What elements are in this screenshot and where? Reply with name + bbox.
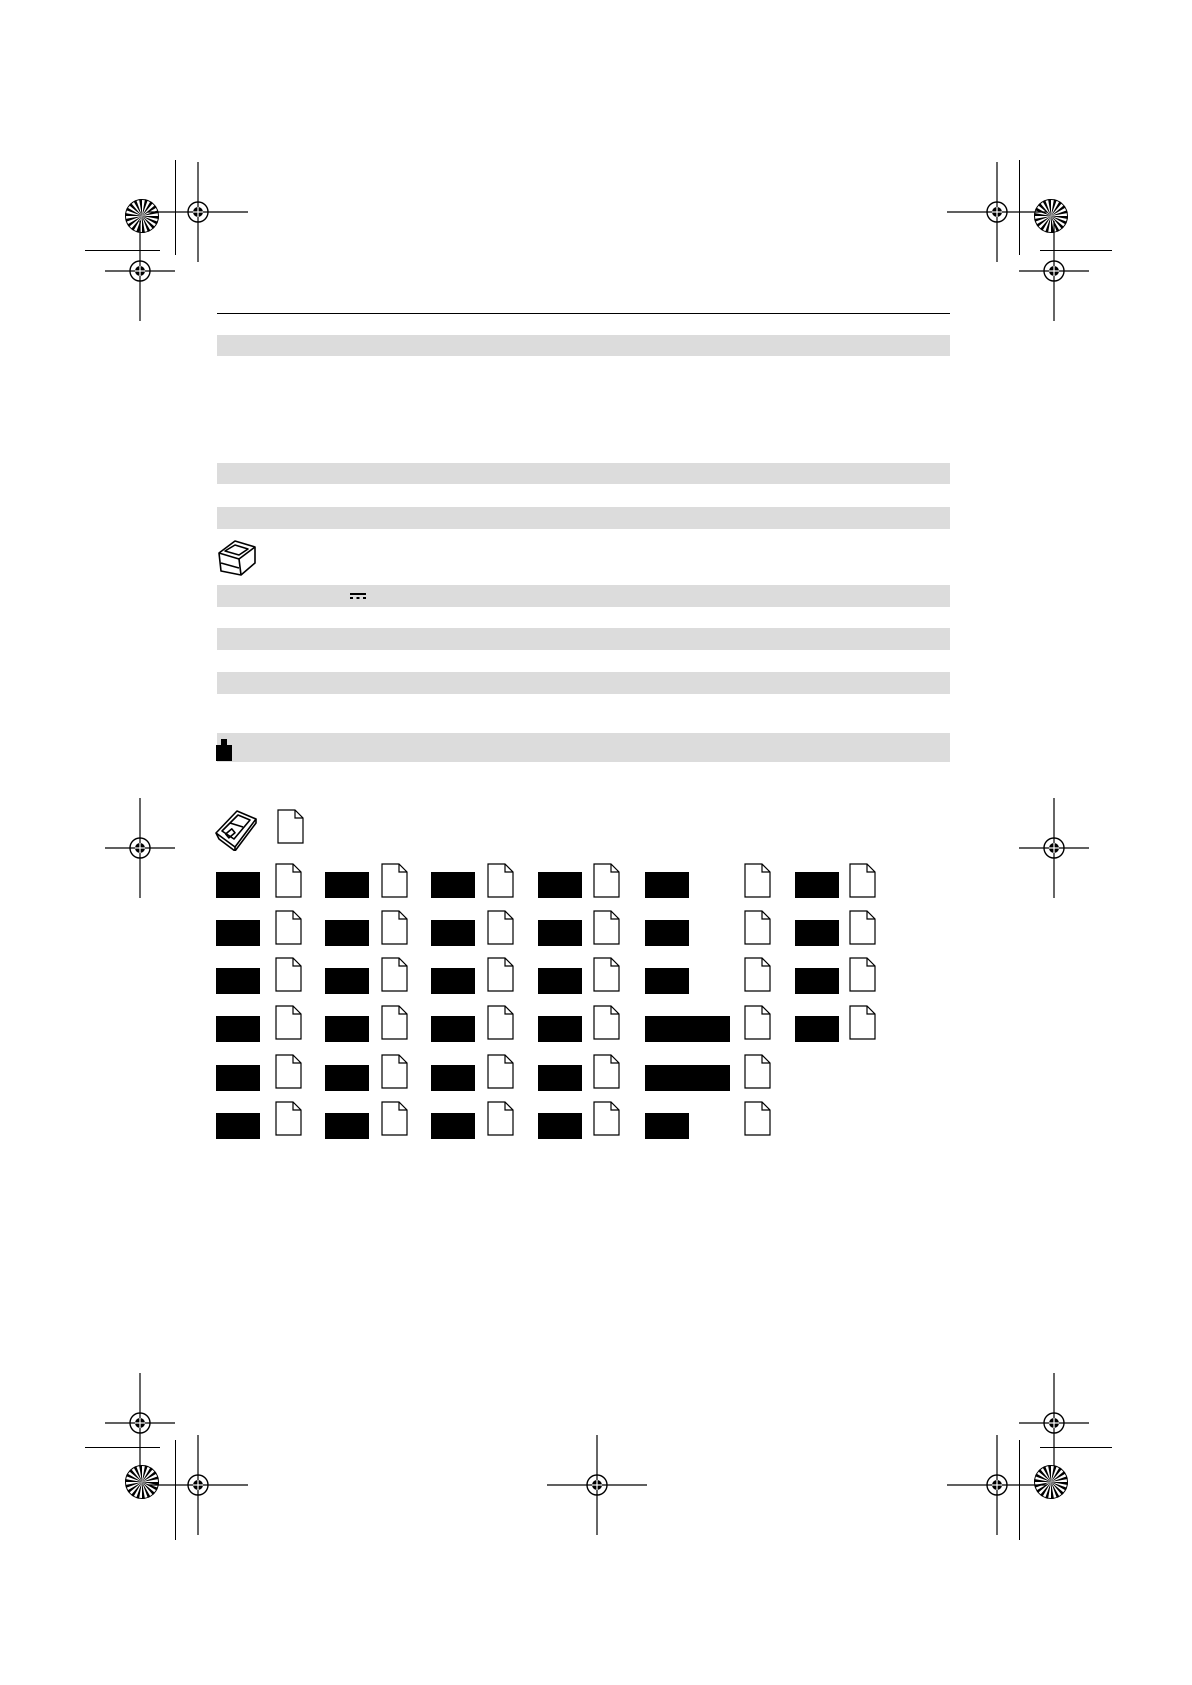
document-page-icon xyxy=(487,957,514,992)
document-page-icon xyxy=(277,809,304,849)
language-tag xyxy=(538,920,582,946)
crop-mark-line xyxy=(175,1440,176,1540)
document-page-icon xyxy=(744,1005,771,1040)
registration-crosshair-icon xyxy=(547,1435,647,1535)
language-tag xyxy=(645,872,689,898)
language-tag xyxy=(795,1016,839,1042)
section-band xyxy=(217,672,950,694)
document-page-icon xyxy=(275,1101,302,1136)
language-tag xyxy=(216,872,260,898)
document-page-icon xyxy=(593,1101,620,1136)
document-page-icon xyxy=(849,957,876,992)
document-page-icon xyxy=(849,1005,876,1040)
document-page-icon xyxy=(487,1101,514,1136)
document-page-icon xyxy=(487,910,514,945)
language-tag xyxy=(538,1065,582,1091)
section-band xyxy=(217,507,950,529)
registration-crosshair-icon xyxy=(105,798,175,898)
document-page-icon xyxy=(744,1101,771,1136)
document-page-icon xyxy=(487,1005,514,1040)
language-tag xyxy=(325,1016,369,1042)
battery-charger-icon xyxy=(215,537,259,579)
section-band xyxy=(217,585,950,607)
language-tag xyxy=(538,1113,582,1139)
crop-mark-line xyxy=(85,250,160,251)
language-tag xyxy=(795,968,839,994)
language-tag xyxy=(795,920,839,946)
document-page-icon xyxy=(381,1101,408,1136)
language-tag xyxy=(645,920,689,946)
document-page-icon xyxy=(487,1054,514,1089)
registration-crosshair-icon xyxy=(105,221,175,321)
document-page-icon xyxy=(744,957,771,992)
document-page-icon xyxy=(593,1005,620,1040)
language-tag xyxy=(645,1016,730,1042)
language-tag xyxy=(325,1113,369,1139)
document-page-icon xyxy=(593,1054,620,1089)
language-tag xyxy=(216,920,260,946)
document-page-icon xyxy=(275,1005,302,1040)
crop-mark-line xyxy=(1040,250,1112,251)
language-tag xyxy=(538,872,582,898)
language-tag xyxy=(645,1065,730,1091)
language-tag xyxy=(645,968,689,994)
language-tag xyxy=(216,1016,260,1042)
document-page-icon xyxy=(381,1005,408,1040)
document-page-icon xyxy=(593,863,620,898)
crop-mark-line xyxy=(1040,1447,1112,1448)
crop-mark-line xyxy=(1019,1440,1020,1540)
language-tag xyxy=(325,872,369,898)
document-page-icon xyxy=(275,1054,302,1089)
registration-crosshair-icon xyxy=(947,1435,1047,1535)
document-page-icon xyxy=(275,910,302,945)
language-tag xyxy=(431,920,475,946)
document-page-icon xyxy=(275,863,302,898)
document-page-icon xyxy=(381,957,408,992)
header-rule xyxy=(217,313,950,314)
document-page-icon xyxy=(381,863,408,898)
language-tag xyxy=(325,968,369,994)
language-tag xyxy=(431,1016,475,1042)
language-tag xyxy=(431,1065,475,1091)
document-page-icon xyxy=(593,957,620,992)
document-page-icon xyxy=(381,1054,408,1089)
direct-current-symbol-icon xyxy=(350,592,366,600)
language-tag xyxy=(795,872,839,898)
section-band xyxy=(217,463,950,484)
document-page-icon xyxy=(381,910,408,945)
section-band xyxy=(217,628,950,650)
language-tag xyxy=(538,968,582,994)
language-tag xyxy=(325,1065,369,1091)
battery-charger-icon xyxy=(213,807,259,851)
weight-icon xyxy=(216,739,232,761)
registration-crosshair-icon xyxy=(1019,221,1089,321)
document-page-icon xyxy=(744,1054,771,1089)
language-tag xyxy=(431,1113,475,1139)
document-page-icon xyxy=(275,957,302,992)
document-page-icon xyxy=(849,863,876,898)
document-page-icon xyxy=(744,863,771,898)
document-page-icon xyxy=(277,809,304,844)
registration-crosshair-icon xyxy=(1019,798,1089,898)
language-tag xyxy=(645,1113,689,1139)
language-tag xyxy=(431,968,475,994)
crop-mark-line xyxy=(175,160,176,255)
language-tag xyxy=(216,1113,260,1139)
language-tag xyxy=(325,920,369,946)
registration-crosshair-icon xyxy=(148,1435,248,1535)
language-tag xyxy=(431,872,475,898)
section-band xyxy=(217,335,950,356)
document-page-icon xyxy=(744,910,771,945)
language-tag xyxy=(216,968,260,994)
language-tag xyxy=(538,1016,582,1042)
section-band xyxy=(217,733,950,762)
language-tag xyxy=(216,1065,260,1091)
document-page-icon xyxy=(593,910,620,945)
document-page-icon xyxy=(487,863,514,898)
document-page-icon xyxy=(849,910,876,945)
